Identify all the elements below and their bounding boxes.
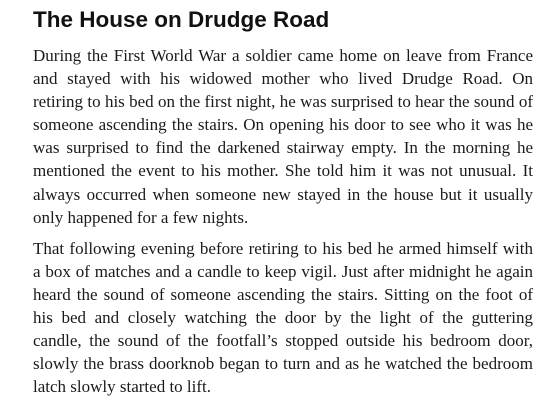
article bbox=[33, 6, 533, 406]
paragraph-1: During the First World War a soldier came home on leave from France and stayed with his widowed mother who lived Drudge Road. On retiring to his bed on the first night, he was surprised to hear the sound of someone ascending the stairs. On opening his door to see who it was he was surprised to find the darkened stairway empty. In the morning he mentioned the event to his mother. She told him it was not unusual. It always occurred when someone new stayed in the house but it usually only happened for a few nights. bbox=[33, 46, 533, 227]
page-title: The House on Drudge Road bbox=[33, 7, 330, 32]
paragraph-2: That following evening before retiring to his bed he armed himself with a box of matches and a candle to keep vigil. Just after midnight he again heard the sound of someone ascending the stairs. Sitting on the foot of his bed and closely watching the door by the light of the guttering candle, the sound of the footfall’s stopped outside his bedroom door, slowly the brass doorknob began to turn and as he watched the bedroom latch slowly started to lift. bbox=[33, 238, 533, 397]
